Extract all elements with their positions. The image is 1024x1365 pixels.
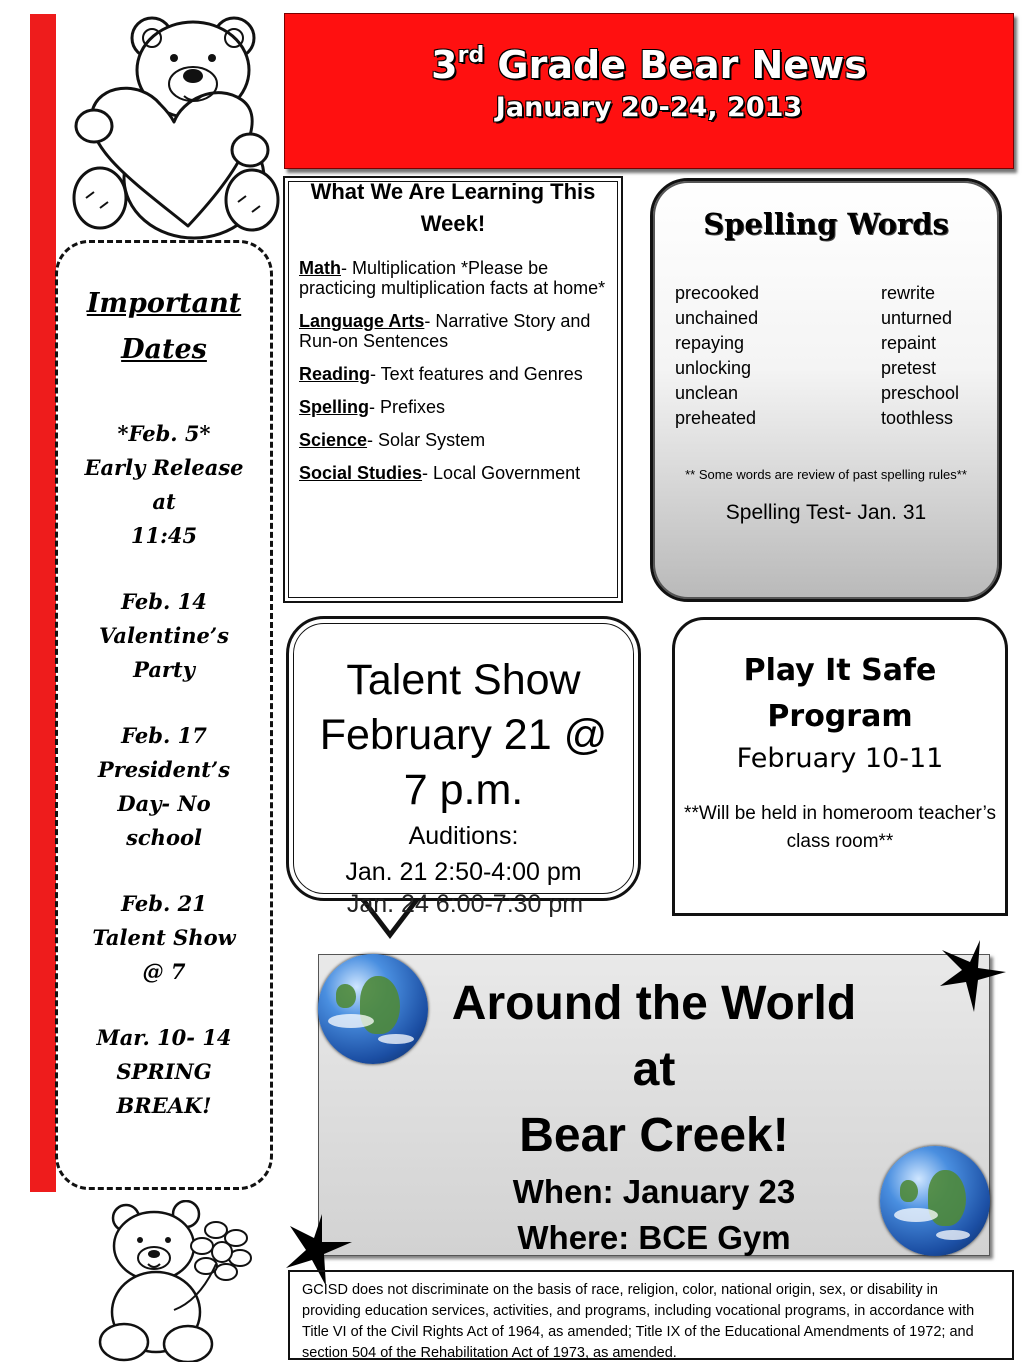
learning-row-social-studies: Social Studies- Local Government xyxy=(299,463,581,483)
date-entry-talent-show: Feb. 21 Talent Show @ 7 xyxy=(92,891,236,984)
spelling-review-note: ** Some words are review of past spelling rules** xyxy=(685,467,967,482)
talent-show-auditions: Auditions: Jan. 21 2:50-4:00 pm xyxy=(345,822,582,886)
date-entry-presidents-day: Feb. 17 President’s Day- No school xyxy=(97,723,231,850)
spelling-title: Spelling Words xyxy=(703,207,949,241)
red-stripe xyxy=(30,14,56,1192)
bear-heart-icon xyxy=(56,8,286,244)
play-it-safe-dates: February 10-11 xyxy=(736,743,944,774)
nondiscrimination-footer: GCISD does not discriminate on the basis of race, religion, color, national origin, sex, or disability in providing education services, activities, and programs, including vocational programs, in accordance with Title VI of the Civil Rights Act of 1964, as amended; Title IX of the Educational Amendments of 1972; and section 504 of the Rehabilitation Act of 1973, as amended. xyxy=(288,1270,1014,1360)
date-entry-spring-break: Mar. 10- 14 SPRING BREAK! xyxy=(96,1025,232,1118)
spelling-column-1 xyxy=(675,281,759,431)
spelling-word: precooked xyxy=(675,283,760,303)
spelling-word: unlocking xyxy=(675,358,752,378)
important-dates-box xyxy=(55,240,273,1190)
date-entry-early-release: *Feb. 5* Early Release at 11:45 xyxy=(84,421,244,548)
globe-icon xyxy=(318,954,428,1064)
spelling-word: repaint xyxy=(881,333,937,353)
around-the-world-title: Around the World at Bear Creek! xyxy=(451,977,857,1162)
play-it-safe-title: Play It Safe Program xyxy=(743,653,937,734)
talent-show-box xyxy=(286,616,641,901)
spelling-column-2 xyxy=(881,281,959,431)
play-it-safe-note: **Will be held in homeroom teacher’s class room** xyxy=(684,803,996,852)
learning-row-language-arts: Language Arts- Narrative Story and Run-on Sentences xyxy=(299,311,591,351)
star-icon xyxy=(936,938,1008,1014)
spelling-word: preschool xyxy=(881,383,960,403)
bear-flower-icon xyxy=(90,1200,262,1362)
play-it-safe-box xyxy=(672,617,1008,916)
spelling-word: toothless xyxy=(881,408,954,428)
globe-icon xyxy=(880,1146,990,1256)
header-banner xyxy=(284,13,1014,169)
around-the-world-details: When: January 23 Where: BCE Gym xyxy=(512,1173,796,1256)
learning-row-math: Math- Multiplication *Please be practicing multiplication facts at home* xyxy=(299,258,606,298)
spelling-word: unchained xyxy=(675,308,759,328)
newsletter-date-range: January 20-24, 2013 xyxy=(495,92,803,123)
spelling-words-box xyxy=(650,178,1002,602)
talent-show-heading: Talent Show February 21 @ 7 p.m. xyxy=(319,656,608,814)
newsletter-title: 3rd Grade Bear News xyxy=(431,43,867,87)
spelling-test-date: Spelling Test- Jan. 31 xyxy=(725,501,927,524)
spelling-word: pretest xyxy=(881,358,937,378)
learning-box xyxy=(283,176,623,603)
spelling-word: unclean xyxy=(675,383,739,403)
learning-row-science: Science- Solar System xyxy=(299,430,486,450)
spelling-word: repaying xyxy=(675,333,745,353)
learning-title: What We Are Learning This Week! xyxy=(310,179,596,236)
talent-show-audition-2: Jan. 24 6:00-7:30 pm xyxy=(346,890,584,918)
date-entry-valentines: Feb. 14 Valentine’s Party xyxy=(98,589,230,682)
spelling-word: preheated xyxy=(675,408,757,428)
important-dates-title: Important Dates xyxy=(86,288,242,365)
learning-row-spelling: Spelling- Prefixes xyxy=(299,397,446,417)
spelling-word: unturned xyxy=(881,308,953,328)
learning-row-reading: Reading- Text features and Genres xyxy=(299,364,583,384)
spelling-word: rewrite xyxy=(881,283,936,303)
